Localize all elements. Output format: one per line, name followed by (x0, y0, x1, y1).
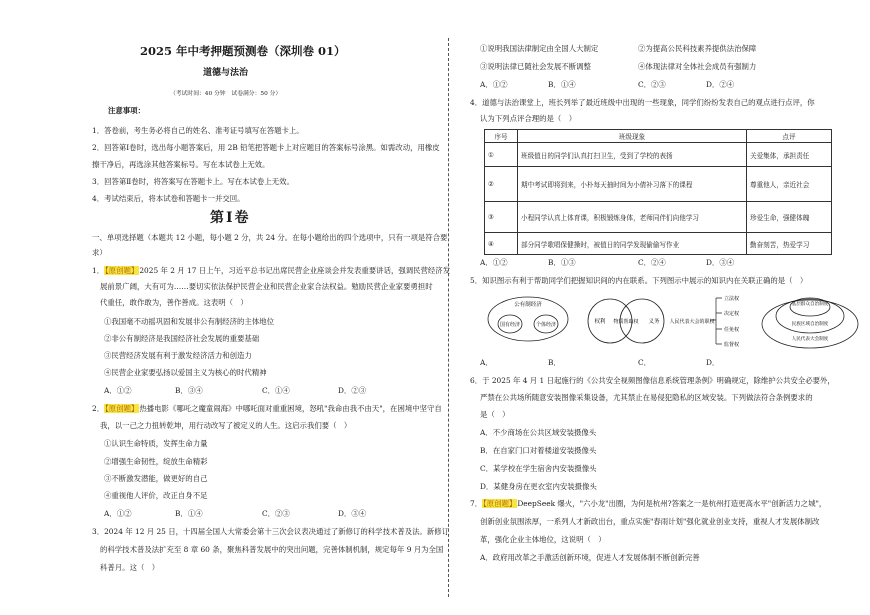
row-number: ③ (485, 202, 518, 233)
question-2-stem: 我，以一己之力扭转乾坤，用行动改写了被定义的人生。这启示我们要（ ） (100, 421, 352, 430)
comment-cell: 勤奋刻苦，热爱学习 (747, 233, 832, 255)
question-3-stem: 的科学技术普及法扩充至 8 章 60 条，聚焦科普发展中的突出问题，完善体制机制，规定每年 9 月为全国 (100, 545, 444, 554)
column-header: 班级现象 (518, 130, 747, 143)
choice-a: A． (480, 358, 493, 367)
knowledge-diagrams (470, 290, 870, 356)
column-divider (448, 38, 449, 597)
column-header: 序号 (485, 130, 518, 143)
diagram-b-middle-label: 物质帮助权 (613, 319, 639, 325)
diagram-b-right-label: 义务 (648, 319, 660, 325)
subject-title: 道德与法治 (203, 68, 249, 78)
option-statement: ②增强生命韧性，绽放生命精彩 (104, 457, 208, 466)
table-row (485, 202, 832, 233)
note-line: 1．答卷前，考生务必将自己的姓名、准考证号填写在答题卡上。 (92, 126, 304, 135)
diagram-b (588, 299, 664, 343)
option-statement: ③不断激发潜能，做更好的自己 (104, 474, 208, 483)
phenomenon-cell: 小程同学认真上体育课，积极锻炼身体，老师同伴们向他学习 (518, 202, 747, 233)
choice-a: A．政府用改革之手激活创新环境，促进人才发展体制不断创新完善 (480, 553, 700, 562)
choice-b: B．①④ (548, 80, 576, 89)
choice-b: B．①④ (175, 509, 203, 518)
question-7-stem: 创新创业氛围浓厚，一系列人才新政出台，重点实施"春雨计划"强化就业创业支持，重视人才发展体制改 (480, 517, 820, 526)
phenomenon-cell: 期中考试即将到来，小朴每天抽时间为小倩补习落下的课程 (518, 167, 747, 202)
diagram-d-middle-label: 民族区域自治制度 (791, 322, 829, 327)
notes-heading: 注意事项： (108, 106, 145, 115)
phenomenon-cell: 部分同学歌唱保健操时，被值日的同学发现偷偷写作业 (518, 233, 747, 255)
option-statement: ①我国毫不动摇巩固和发展非公有制经济的主体地位 (104, 317, 274, 326)
diagram-c-item-label: 监督权 (724, 342, 740, 348)
diagram-c-item-label: 任免权 (724, 327, 740, 333)
choice-a: A．①② (480, 80, 508, 89)
comment-cell: 关爱集体，承担责任 (747, 143, 832, 167)
volume-heading: 第Ⅰ卷 (210, 210, 251, 226)
choice-d: D．②③ (338, 386, 367, 395)
diagram-b-left-label: 权利 (594, 319, 606, 325)
diagram-d (762, 298, 858, 348)
option-statement: ①认识生命特质，发挥生命力量 (104, 439, 208, 448)
choice-b: B．在自家门口对着楼道安装摄像头 (480, 446, 597, 455)
table-row (485, 233, 832, 255)
comment-cell: 珍爱生命，强健体魄 (747, 202, 832, 233)
choice-a: A．不少商场在公共区域安装摄像头 (480, 428, 597, 437)
question-4-stem: 4．道德与法治课堂上，班长列举了最近班级中出现的一些现象，同学们纷纷发表自己的观点进行点评，你 (470, 98, 815, 107)
choice-a: A．①② (104, 386, 132, 395)
choice-c: C． (638, 358, 652, 367)
choice-d: D．某健身房在更衣室内安装摄像头 (480, 482, 597, 491)
note-line: 3．回答第Ⅱ卷时，将答案写在答题卡上。写在本试卷上无效。 (92, 177, 294, 186)
original-question-tag: 【原创题】 (483, 499, 517, 508)
question-6-stem: 严禁在公共场所随意安装图像采集设备，尤其禁止在易侵犯隐私的区域安装。下列做法符合条例要求的 (480, 393, 813, 402)
choice-c: C．①④ (262, 386, 290, 395)
exam-title: 2025 年中考押题预测卷（深圳卷 01） (140, 44, 346, 58)
question-1-stem: 展前景广阔，大有可为……要切实依法保护民营企业和民营企业家合法权益。勉励民营企业家要勇担时 (100, 282, 433, 291)
choice-c: C．某学校在学生宿舍内安装摄像头 (480, 464, 597, 473)
question-6-stem: 6．于 2025 年 4 月 1 日起施行的《公共安全视频图像信息系统管理条例》明确规定，除维护公共安全必要外， (470, 376, 835, 385)
diagram-c-root-label: 人民代表大会的职权 (669, 319, 715, 325)
choice-d: D．③④ (706, 258, 735, 267)
choice-c: C．②③ (262, 509, 290, 518)
table-row (485, 143, 832, 167)
question-7-stem: 7．【原创题】DeepSeek 爆火，"六小龙"出圈，为何是杭州?答案之一是杭州打造更高水平"创新活力之城"， (470, 499, 827, 508)
choice-c: C．②④ (638, 258, 666, 267)
diagram-d-outer-label: 人民代表大会制度 (791, 337, 829, 342)
diagram-c (669, 295, 739, 348)
phenomena-table (484, 129, 832, 255)
original-question-tag: 【原创题】 (105, 404, 139, 413)
diagram-a-outer-label: 公有制经济 (514, 302, 542, 308)
section-instruction: 一、单项选择题（本题共 12 小题，每小题 2 分，共 24 分。在每小题给出的四个选项中，只有一项是符合要 (92, 233, 448, 242)
question-5-stem: 5．知识图示有利于帮助同学们把握知识间的内在联系。下列图示中展示的知识内在关联正确的是（ ） (470, 276, 808, 285)
original-question-tag: 【原创题】 (105, 266, 139, 275)
option-statement: ③说明法律已随社会发展不断调整 (480, 62, 591, 71)
option-statement: ④重视他人评价，改正自身不足 (104, 491, 208, 500)
option-statement: ③民营经济发展有利于激发经济活力和创造力 (104, 351, 252, 360)
table-header-row (485, 130, 832, 143)
diagram-a-inner-label: 个体经济 (535, 322, 557, 328)
right-column (450, 0, 870, 615)
choice-b: B．③④ (175, 386, 203, 395)
question-7-stem: 革，强化企业主体地位，这说明（ ） (480, 535, 606, 544)
choice-d: D．②④ (706, 80, 735, 89)
row-number: ④ (485, 233, 518, 255)
option-statement: ②为提高公民科技素养提供法治保障 (638, 44, 757, 53)
choice-d: D． (706, 358, 720, 367)
diagram-c-item-label: 决定权 (724, 311, 740, 317)
choice-b: B． (548, 358, 561, 367)
diagram-c-item-label: 立法权 (724, 296, 740, 302)
comment-cell: 尊重他人，亲近社会 (747, 167, 832, 202)
choice-a: A．①② (104, 509, 132, 518)
question-1-stem: 代重任，敢作敢为，善作善成。这表明（ ） (100, 298, 248, 307)
row-number: ② (485, 167, 518, 202)
option-statement: ①说明我国法律制定由全国人大制定 (480, 44, 599, 53)
question-2-stem: 2．【原创题】热播电影《哪吒之魔童闹海》中哪吒面对重重困境，怒吼"我命由我不由天"，在困境中坚守自 (92, 404, 442, 413)
diagram-d-inner-label: 基层群众自治制度 (791, 302, 829, 307)
note-line: 擦干净后，再选涂其他答案标号。写在本试卷上无效。 (92, 160, 270, 169)
question-1-stem: 1．【原创题】2025 年 2 月 17 日上午，习近平总书记出席民营企业座谈会并发表重要讲话，强调民营经济发 (92, 266, 451, 275)
table-row (485, 167, 832, 202)
exam-info: （考试时间：40 分钟 试卷满分：50 分） (170, 91, 282, 97)
phenomenon-cell: 班级值日的同学们认真打扫卫生，受到了学校的表扬 (518, 143, 747, 167)
choice-d: D．③④ (338, 509, 367, 518)
option-statement: ④民营企业家要弘扬以爱国主义为核心的时代精神 (104, 368, 267, 377)
note-line: 4．考试结束后，将本试卷和答题卡一并交回。 (92, 194, 245, 203)
choice-a: A．①② (480, 258, 508, 267)
question-3-stem: 3．2024 年 12 月 25 日，十四届全国人大常委会第十三次会议表决通过了新修订的科学技术普及法。新修订 (92, 527, 450, 536)
option-statement: ④体现法律对全体社会成员有强制力 (638, 62, 757, 71)
question-4-stem: 认为下列点评合理的是（ ） (480, 114, 577, 123)
row-number: ① (485, 143, 518, 167)
section-instruction: 求） (92, 248, 107, 257)
choice-b: B．①③ (548, 258, 576, 267)
option-statement: ②非公有制经济是我国经济社会发展的重要基础 (104, 334, 260, 343)
diagram-a-inner-label: 国有经济 (499, 322, 521, 328)
column-header: 点评 (747, 130, 832, 143)
question-3-stem: 科普月。这（ ） (100, 563, 160, 572)
note-line: 2．回答第Ⅰ卷时，选出每小题答案后，用 2B 铅笔把答题卡上对应题目的答案标号涂黑。如需改动，用橡皮 (92, 143, 440, 152)
question-6-stem: 是（ ） (480, 410, 510, 419)
diagram-a (488, 297, 568, 341)
choice-c: C．②③ (638, 80, 666, 89)
